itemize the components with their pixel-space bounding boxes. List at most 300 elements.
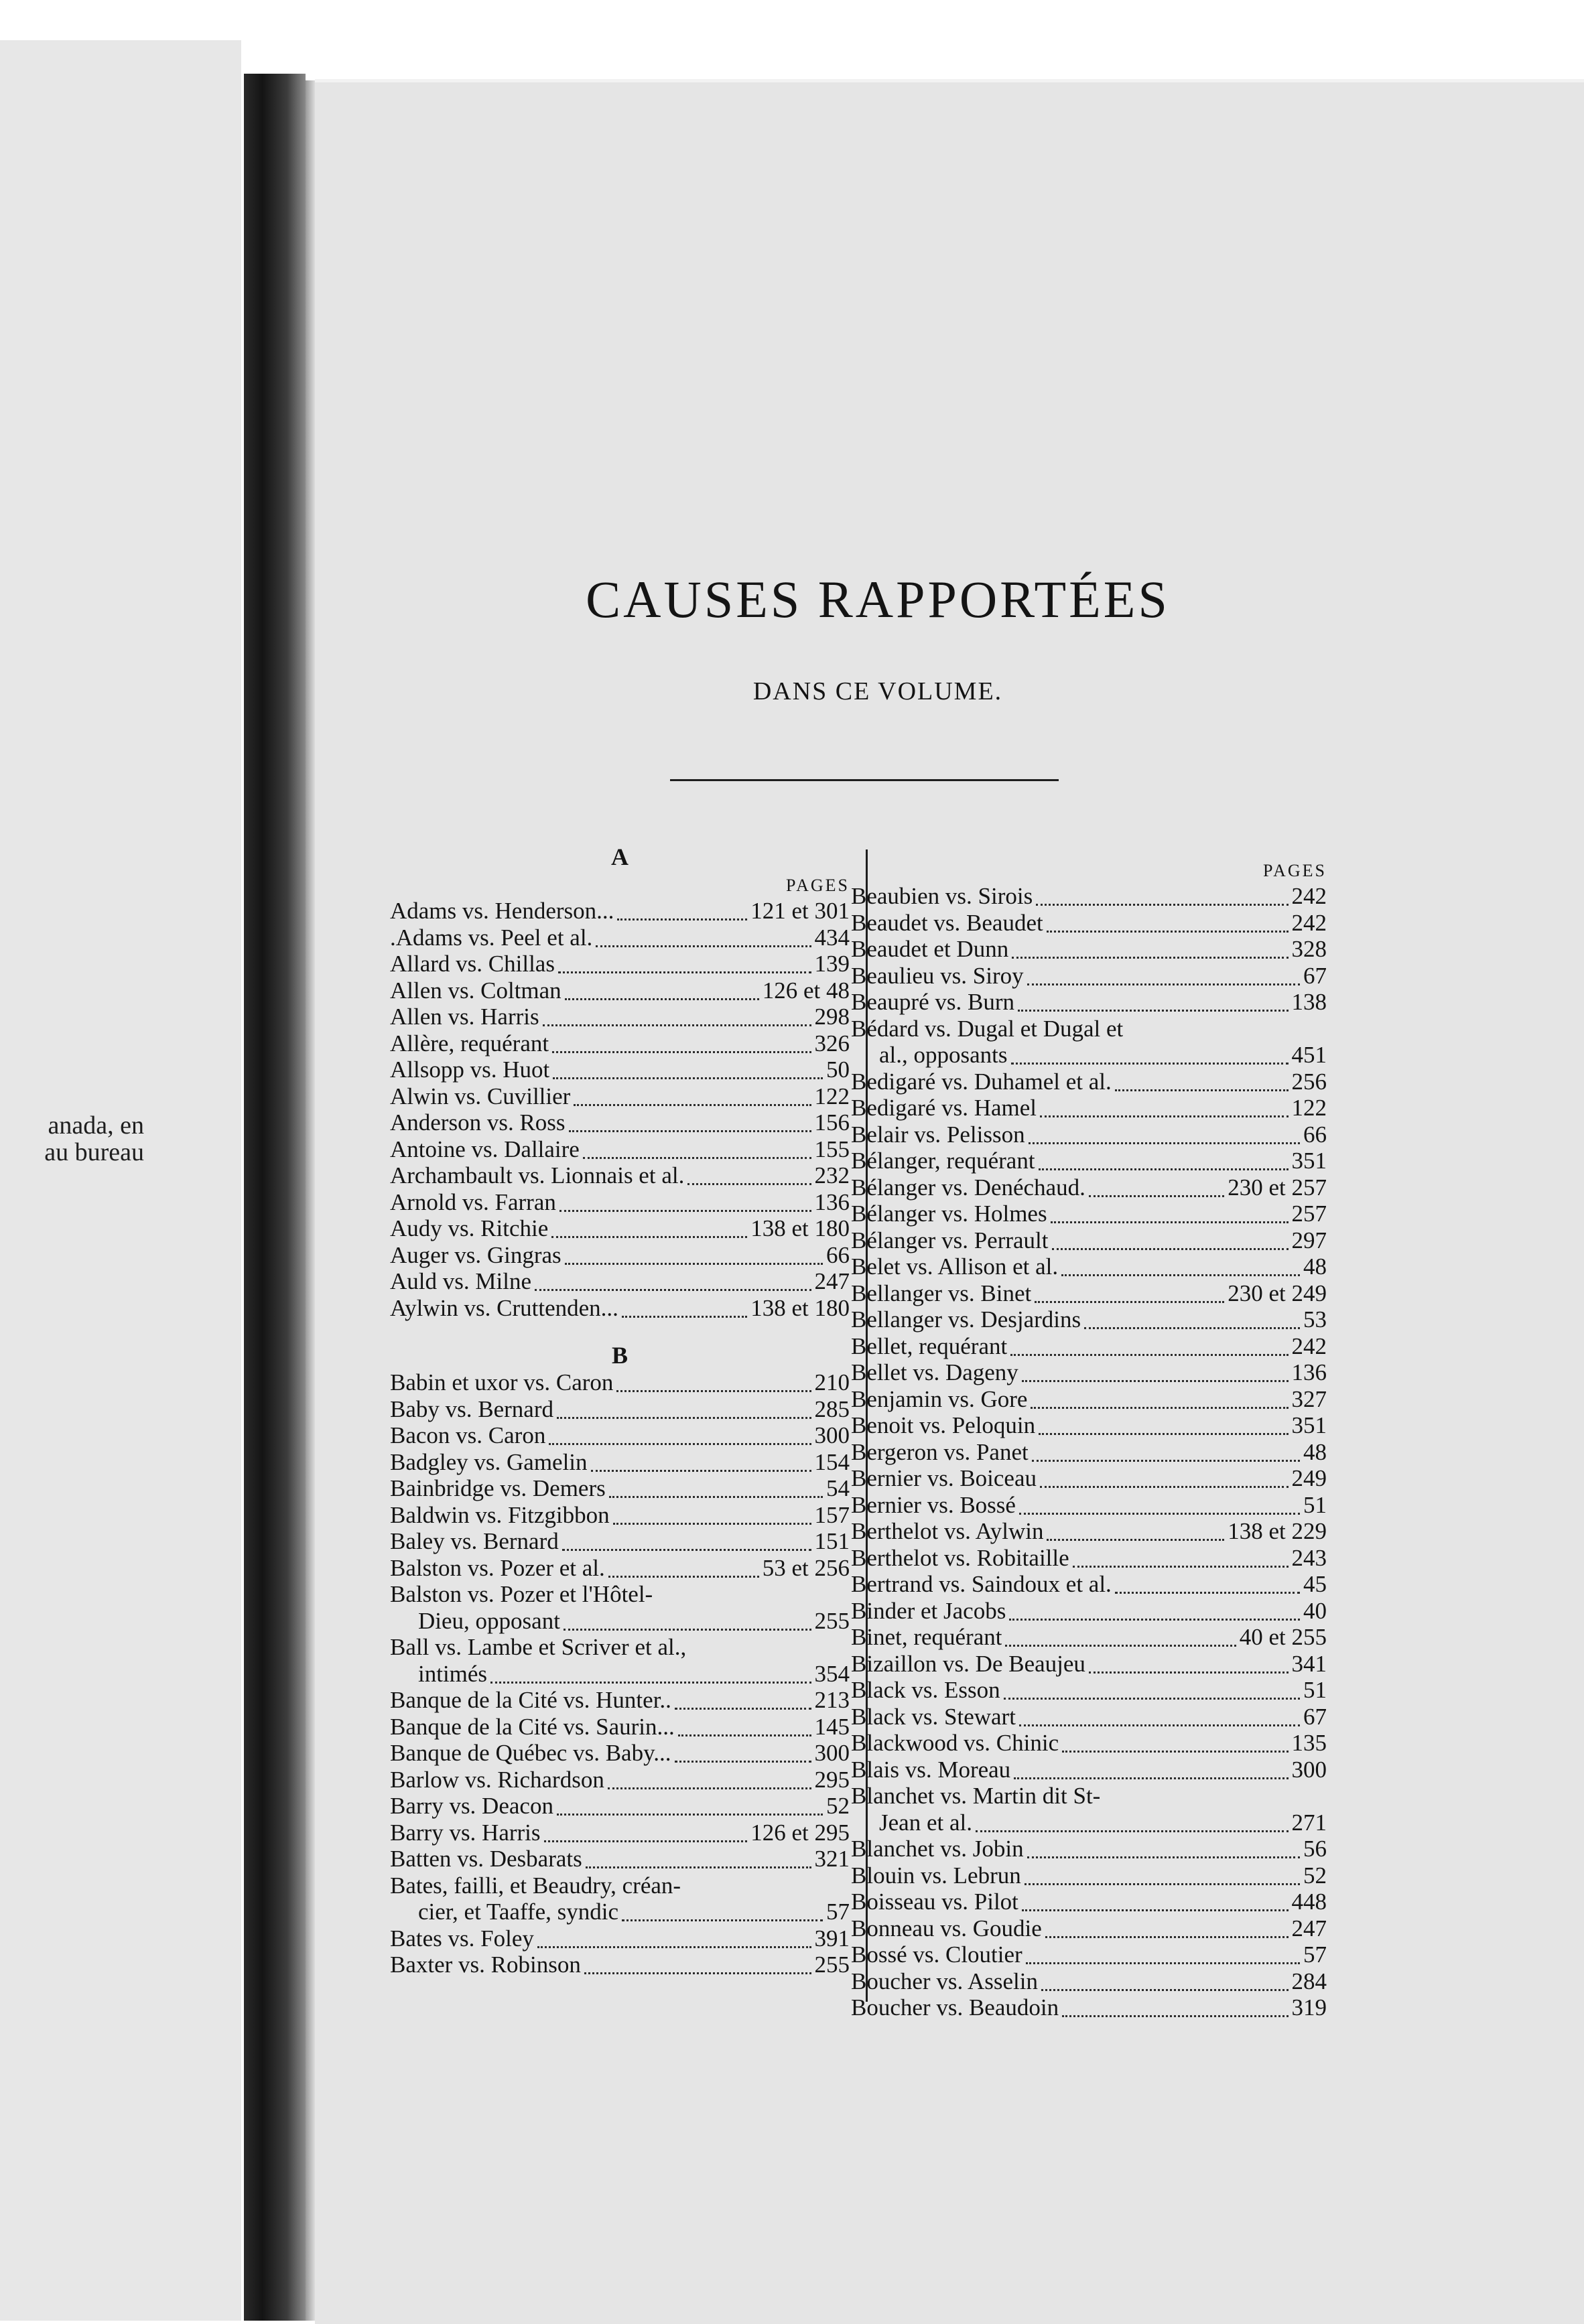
dot-leader xyxy=(675,1700,811,1710)
dot-leader xyxy=(608,1568,759,1578)
dot-leader xyxy=(1025,1875,1300,1885)
entry-page: 255 xyxy=(814,1607,850,1634)
entry-name: Baxter vs. Robinson xyxy=(390,1952,581,1978)
entry-name: Boucher vs. Asselin xyxy=(851,1968,1039,1994)
dot-leader xyxy=(564,1621,811,1631)
entry-name: Binder et Jacobs xyxy=(851,1597,1006,1624)
index-entry xyxy=(851,1915,1327,1942)
dot-leader xyxy=(1027,1848,1300,1858)
entry-page: 285 xyxy=(814,1395,850,1422)
entry-page: 319 xyxy=(1291,1994,1327,2021)
entry-page: 67 xyxy=(1303,1703,1327,1730)
entry-name: Beaubien vs. Sirois xyxy=(851,883,1033,909)
entry-page: 66 xyxy=(826,1241,850,1268)
entry-page: 51 xyxy=(1303,1491,1327,1518)
entry-name: Barry vs. Harris xyxy=(390,1819,541,1846)
entry-name: Bainbridge vs. Demers xyxy=(390,1475,606,1501)
dot-leader xyxy=(1012,949,1288,959)
title-divider xyxy=(670,779,1059,781)
entry-page: 40 et 255 xyxy=(1239,1624,1327,1650)
dot-leader xyxy=(1031,1399,1288,1409)
entry-name: Antoine vs. Dallaire xyxy=(390,1136,580,1162)
index-entry xyxy=(390,1083,850,1110)
entry-page: 256 xyxy=(1291,1068,1327,1095)
dot-leader xyxy=(1051,1213,1289,1223)
section-letter: A xyxy=(611,843,629,870)
dot-leader xyxy=(617,910,747,920)
entry-page: 351 xyxy=(1291,1148,1327,1174)
entry-name: Barry vs. Deacon xyxy=(390,1793,553,1819)
entry-name: Blackwood vs. Chinic xyxy=(851,1730,1059,1756)
entry-name: Boisseau vs. Pilot xyxy=(851,1889,1018,1915)
entry-name: Bedigaré vs. Duhamel et al. xyxy=(851,1068,1112,1095)
dot-leader xyxy=(1011,1054,1289,1065)
entry-name: Dieu, opposant xyxy=(418,1607,560,1634)
index-column-left xyxy=(390,843,850,1978)
entry-page: 52 xyxy=(826,1793,850,1819)
entry-name: Allsopp vs. Huot xyxy=(390,1056,550,1083)
entry-name: Belair vs. Pelisson xyxy=(851,1121,1025,1148)
index-entry xyxy=(851,1174,1327,1201)
index-entry xyxy=(390,1242,850,1269)
dot-leader xyxy=(1040,1478,1289,1488)
index-entry xyxy=(390,1767,850,1793)
index-entry xyxy=(390,1740,850,1767)
index-entry xyxy=(851,1651,1327,1678)
index-entry xyxy=(851,1704,1327,1730)
index-entry xyxy=(851,936,1327,963)
dot-leader xyxy=(586,1858,811,1868)
index-entry xyxy=(390,1475,850,1502)
entry-page: 300 xyxy=(814,1740,850,1766)
index-entry xyxy=(390,1030,850,1057)
entry-name: cier, et Taaffe, syndic xyxy=(418,1899,619,1925)
entry-name: Bedigaré vs. Hamel xyxy=(851,1095,1037,1121)
section-gap xyxy=(390,1321,850,1341)
entry-page: 351 xyxy=(1291,1412,1327,1438)
entry-page: 242 xyxy=(1291,909,1327,936)
entry-page: 247 xyxy=(1291,1915,1327,1941)
index-entry xyxy=(851,1862,1327,1889)
index-entry xyxy=(390,1502,850,1529)
entry-page: 139 xyxy=(814,951,850,977)
index-entry xyxy=(851,1359,1327,1386)
index-entry xyxy=(851,1730,1327,1757)
entry-page: 126 et 295 xyxy=(750,1819,850,1846)
book-gutter-shadow xyxy=(244,74,306,2321)
index-entry xyxy=(851,1571,1327,1598)
index-entry xyxy=(390,1268,850,1295)
entry-name: Beaudet vs. Beaudet xyxy=(851,909,1043,936)
index-entry xyxy=(390,1820,850,1846)
index-entry xyxy=(851,1201,1327,1227)
dot-leader xyxy=(1073,1558,1289,1568)
index-entry xyxy=(851,1121,1327,1148)
entry-name: Black vs. Esson xyxy=(851,1677,1000,1703)
dot-leader xyxy=(565,990,759,1000)
index-entry xyxy=(390,1215,850,1242)
entry-name: Benoit vs. Peloquin xyxy=(851,1412,1036,1438)
index-entry xyxy=(851,1148,1327,1174)
entry-page: 434 xyxy=(814,924,850,951)
index-entry xyxy=(390,1004,850,1030)
dot-leader xyxy=(1032,1452,1300,1462)
entry-name: Bates, failli, et Beaudry, créan- xyxy=(390,1872,681,1899)
entry-page: 298 xyxy=(814,1004,850,1030)
entry-page: 326 xyxy=(814,1030,850,1056)
dot-leader xyxy=(1047,1531,1224,1541)
entry-name: Beaudet et Dunn xyxy=(851,936,1009,962)
dot-leader xyxy=(591,1462,811,1472)
index-entry xyxy=(851,1598,1327,1625)
entry-name: Aylwin vs. Cruttenden... xyxy=(390,1294,618,1321)
entry-name: Arnold vs. Farran xyxy=(390,1188,556,1215)
pages-column-header: PAGES xyxy=(1263,861,1327,880)
dot-leader xyxy=(557,1409,811,1419)
entry-name: Bates vs. Foley xyxy=(390,1925,534,1952)
left-page-text-line-2: au bureau xyxy=(44,1138,144,1166)
entry-name: Binet, requérant xyxy=(851,1624,1002,1650)
entry-name: Banque de la Cité vs. Hunter.. xyxy=(390,1687,671,1713)
entry-name: Batten vs. Desbarats xyxy=(390,1846,582,1872)
entry-page: 391 xyxy=(814,1925,850,1952)
entry-page: 122 xyxy=(1291,1095,1327,1121)
dot-leader xyxy=(1061,1266,1300,1276)
dot-leader xyxy=(584,1964,811,1974)
entry-name: Barlow vs. Richardson xyxy=(390,1766,604,1793)
entry-name: Banque de la Cité vs. Saurin... xyxy=(390,1713,675,1740)
entry-name: Jean et al. xyxy=(879,1809,972,1836)
index-entry xyxy=(390,1109,850,1136)
index-entry xyxy=(851,1306,1327,1333)
index-entry xyxy=(390,1396,850,1423)
entry-page: 67 xyxy=(1303,962,1327,989)
entry-name: Bélanger vs. Denéchaud. xyxy=(851,1174,1085,1201)
entry-name: intimés xyxy=(418,1660,488,1687)
dot-leader xyxy=(1005,1637,1236,1647)
entry-page: 247 xyxy=(814,1268,850,1294)
index-entry xyxy=(851,1439,1327,1466)
index-entry xyxy=(390,1634,850,1661)
entry-name: Beaulieu vs. Siroy xyxy=(851,962,1024,989)
index-entry xyxy=(390,1162,850,1189)
entry-name: Blouin vs. Lebrun xyxy=(851,1862,1021,1889)
entry-name: Balston vs. Pozer et l'Hôtel- xyxy=(390,1581,653,1607)
entry-page: 327 xyxy=(1291,1385,1327,1412)
pages-column-header: PAGES xyxy=(786,876,850,895)
entry-name: Baley vs. Bernard xyxy=(390,1528,559,1554)
dot-leader xyxy=(675,1753,811,1763)
index-entry xyxy=(851,1333,1327,1360)
entry-name: Allen vs. Harris xyxy=(390,1004,539,1030)
index-entry xyxy=(390,1369,850,1396)
entry-name: Berthelot vs. Aylwin xyxy=(851,1518,1044,1544)
entry-page: 300 xyxy=(814,1422,850,1448)
entry-page: 51 xyxy=(1303,1677,1327,1703)
entry-page: 138 xyxy=(1291,989,1327,1015)
entry-page: 243 xyxy=(1291,1544,1327,1571)
index-entry xyxy=(851,1994,1327,2021)
entry-name: Baldwin vs. Fitzgibbon xyxy=(390,1501,610,1528)
dot-leader xyxy=(1062,1742,1288,1753)
entry-name: Bellet, requérant xyxy=(851,1332,1008,1359)
index-entry xyxy=(851,1545,1327,1572)
left-facing-page xyxy=(0,40,241,2321)
entry-page: 126 et 48 xyxy=(762,977,850,1004)
index-entry xyxy=(851,1941,1327,1968)
left-page-text-line-1: anada, en xyxy=(48,1111,144,1140)
entry-name: .Adams vs. Peel et al. xyxy=(390,924,593,951)
entry-page: 138 et 180 xyxy=(750,1294,850,1321)
index-entry xyxy=(851,1253,1327,1280)
entry-page: 50 xyxy=(826,1056,850,1083)
entry-page: 138 et 180 xyxy=(750,1215,850,1241)
entry-page: 230 et 257 xyxy=(1228,1174,1327,1201)
index-entry xyxy=(851,1889,1327,1915)
dot-leader xyxy=(616,1382,811,1392)
index-entry xyxy=(851,1809,1327,1836)
entry-name: Adams vs. Henderson... xyxy=(390,898,614,924)
index-entry xyxy=(851,1042,1327,1069)
dot-leader xyxy=(553,1069,823,1079)
index-entry xyxy=(851,1069,1327,1095)
dot-leader xyxy=(608,1779,811,1789)
index-entry xyxy=(851,1757,1327,1783)
entry-name: Allen vs. Coltman xyxy=(390,977,562,1004)
index-entry xyxy=(851,883,1327,910)
index-entry xyxy=(851,963,1327,989)
entry-page: 136 xyxy=(1291,1359,1327,1385)
entry-name: Allard vs. Chillas xyxy=(390,951,555,977)
entry-page: 210 xyxy=(814,1369,850,1395)
dot-leader xyxy=(1036,896,1288,906)
entry-page: 135 xyxy=(1291,1730,1327,1756)
index-entry xyxy=(851,1095,1327,1121)
entry-page: 40 xyxy=(1303,1597,1327,1624)
entry-page: 328 xyxy=(1291,936,1327,962)
entry-page: 57 xyxy=(1303,1941,1327,1968)
index-entry xyxy=(851,1836,1327,1862)
index-entry xyxy=(851,1518,1327,1545)
dot-leader xyxy=(1045,1928,1289,1938)
entry-page: 300 xyxy=(1291,1756,1327,1783)
index-entry xyxy=(851,1412,1327,1439)
entry-page: 257 xyxy=(1291,1201,1327,1227)
dot-leader xyxy=(559,1202,811,1212)
index-entry xyxy=(390,1793,850,1820)
index-entry xyxy=(390,951,850,977)
dot-leader xyxy=(1089,1187,1224,1197)
entry-page: 56 xyxy=(1303,1836,1327,1862)
entry-page: 297 xyxy=(1291,1227,1327,1253)
entry-page: 53 xyxy=(1303,1306,1327,1332)
entry-page: 448 xyxy=(1291,1889,1327,1915)
dot-leader xyxy=(1022,1372,1289,1382)
entry-name: Allère, requérant xyxy=(390,1030,549,1056)
entry-name: Bellet vs. Dageny xyxy=(851,1359,1018,1385)
entry-name: Bellanger vs. Binet xyxy=(851,1280,1032,1306)
dot-leader xyxy=(569,1122,811,1132)
index-entry xyxy=(851,1492,1327,1519)
entry-page: 57 xyxy=(826,1899,850,1925)
dot-leader xyxy=(613,1515,811,1525)
dot-leader xyxy=(549,1435,811,1445)
page-edge xyxy=(306,80,315,2321)
entry-page: 155 xyxy=(814,1136,850,1162)
entry-name: Baby vs. Bernard xyxy=(390,1395,553,1422)
entry-page: 52 xyxy=(1303,1862,1327,1889)
dot-leader xyxy=(1014,1769,1288,1779)
entry-page: 295 xyxy=(814,1766,850,1793)
entry-page: 138 et 229 xyxy=(1228,1518,1327,1544)
dot-leader xyxy=(490,1673,811,1684)
dot-leader xyxy=(1019,1716,1300,1726)
entry-name: Bertrand vs. Saindoux et al. xyxy=(851,1571,1112,1597)
entry-page: 284 xyxy=(1291,1968,1327,1994)
index-entry xyxy=(390,925,850,951)
dot-leader xyxy=(552,1043,811,1053)
index-entry xyxy=(851,1016,1327,1042)
entry-name: Benjamin vs. Gore xyxy=(851,1385,1028,1412)
entry-page: 321 xyxy=(814,1846,850,1872)
entry-page: 122 xyxy=(814,1083,850,1109)
dot-leader xyxy=(678,1726,811,1736)
entry-name: Bonneau vs. Goudie xyxy=(851,1915,1042,1941)
index-entry xyxy=(390,1714,850,1740)
dot-leader xyxy=(1089,1663,1289,1673)
dot-leader xyxy=(1084,1319,1300,1329)
index-entry xyxy=(390,1899,850,1925)
entry-name: Blais vs. Moreau xyxy=(851,1756,1011,1783)
index-entry xyxy=(851,1677,1327,1704)
dot-leader xyxy=(1004,1690,1300,1700)
index-entry xyxy=(390,1528,850,1555)
entry-page: 53 et 256 xyxy=(762,1554,850,1581)
index-entry xyxy=(390,1422,850,1449)
dot-leader xyxy=(1052,1240,1289,1250)
entry-page: 242 xyxy=(1291,1332,1327,1359)
index-entry xyxy=(390,898,850,925)
entry-name: Babin et uxor vs. Caron xyxy=(390,1369,614,1395)
index-entry xyxy=(390,1925,850,1952)
entry-name: Auld vs. Milne xyxy=(390,1268,531,1294)
dot-leader xyxy=(1035,1293,1224,1303)
entry-name: Bizaillon vs. De Beaujeu xyxy=(851,1650,1085,1677)
entry-name: Bergeron vs. Panet xyxy=(851,1438,1029,1465)
index-entry xyxy=(390,1581,850,1608)
index-entry xyxy=(851,989,1327,1016)
index-entry xyxy=(390,1661,850,1688)
page-title: CAUSES RAPPORTÉES xyxy=(586,570,1170,628)
entry-page: 48 xyxy=(1303,1253,1327,1280)
entry-name: Beaupré vs. Burn xyxy=(851,989,1014,1015)
entry-name: Balston vs. Pozer et al. xyxy=(390,1554,605,1581)
entry-page: 230 et 249 xyxy=(1228,1280,1327,1306)
entry-page: 54 xyxy=(826,1475,850,1501)
entry-name: Badgley vs. Gamelin xyxy=(390,1448,588,1475)
index-entry xyxy=(390,1846,850,1872)
index-entry xyxy=(851,910,1327,937)
entry-name: Berthelot vs. Robitaille xyxy=(851,1544,1069,1571)
entry-name: al., opposants xyxy=(879,1042,1008,1068)
entry-page: 45 xyxy=(1303,1571,1327,1597)
dot-leader xyxy=(1040,1107,1289,1117)
entry-name: Bélanger, requérant xyxy=(851,1148,1035,1174)
entry-page: 136 xyxy=(814,1188,850,1215)
dot-leader xyxy=(1026,1954,1300,1964)
entry-page: 157 xyxy=(814,1501,850,1528)
entry-page: 154 xyxy=(814,1448,850,1475)
index-entry xyxy=(851,1783,1327,1809)
dot-leader xyxy=(583,1149,811,1159)
entry-page: 232 xyxy=(814,1162,850,1188)
entry-name: Audy vs. Ritchie xyxy=(390,1215,549,1241)
index-entry xyxy=(851,1386,1327,1413)
dot-leader xyxy=(1019,1505,1300,1515)
dot-leader xyxy=(565,1255,823,1265)
entry-name: Bédard vs. Dugal et Dugal et xyxy=(851,1015,1124,1042)
entry-page: 48 xyxy=(1303,1438,1327,1465)
page-subtitle: DANS CE VOLUME. xyxy=(752,677,1003,705)
dot-leader xyxy=(1039,1160,1289,1170)
dot-leader xyxy=(622,1308,747,1318)
dot-leader xyxy=(1115,1081,1289,1091)
entry-page: 121 et 301 xyxy=(750,898,850,924)
dot-leader xyxy=(1027,975,1300,985)
dot-leader xyxy=(976,1822,1289,1832)
dot-leader xyxy=(557,1805,823,1816)
entry-name: Auger vs. Gingras xyxy=(390,1241,562,1268)
entry-page: 151 xyxy=(814,1528,850,1554)
index-entry xyxy=(390,1189,850,1216)
index-entry xyxy=(390,1608,850,1635)
dot-leader xyxy=(1115,1584,1300,1594)
entry-page: 213 xyxy=(814,1687,850,1713)
index-entry xyxy=(390,1295,850,1322)
dot-leader xyxy=(543,1016,811,1026)
dot-leader xyxy=(551,1228,747,1238)
dot-leader xyxy=(558,963,811,973)
entry-page: 341 xyxy=(1291,1650,1327,1677)
index-column-right xyxy=(851,856,1327,2021)
entry-page: 354 xyxy=(814,1660,850,1687)
entry-page: 271 xyxy=(1291,1809,1327,1836)
dot-leader xyxy=(1041,1981,1288,1991)
dot-leader xyxy=(562,1541,811,1551)
entry-name: Alwin vs. Cuvillier xyxy=(390,1083,571,1109)
entry-name: Bacon vs. Caron xyxy=(390,1422,546,1448)
entry-name: Belet vs. Allison et al. xyxy=(851,1253,1059,1280)
entry-name: Ball vs. Lambe et Scriver et al., xyxy=(390,1634,687,1660)
index-entry xyxy=(851,1280,1327,1307)
entry-name: Banque de Québec vs. Baby... xyxy=(390,1740,671,1766)
entry-name: Bossé vs. Cloutier xyxy=(851,1941,1022,1968)
dot-leader xyxy=(1010,1346,1288,1356)
dot-leader xyxy=(574,1096,811,1106)
index-entry xyxy=(390,977,850,1004)
entry-page: 156 xyxy=(814,1109,850,1136)
index-entry xyxy=(390,1449,850,1476)
index-entry xyxy=(851,1624,1327,1651)
dot-leader xyxy=(622,1911,823,1921)
entry-name: Black vs. Stewart xyxy=(851,1703,1016,1730)
index-entry xyxy=(390,1872,850,1899)
dot-leader xyxy=(609,1488,823,1498)
index-entry xyxy=(851,1227,1327,1254)
dot-leader xyxy=(535,1281,811,1291)
entry-name: Bélanger vs. Holmes xyxy=(851,1201,1047,1227)
entry-page: 249 xyxy=(1291,1465,1327,1491)
